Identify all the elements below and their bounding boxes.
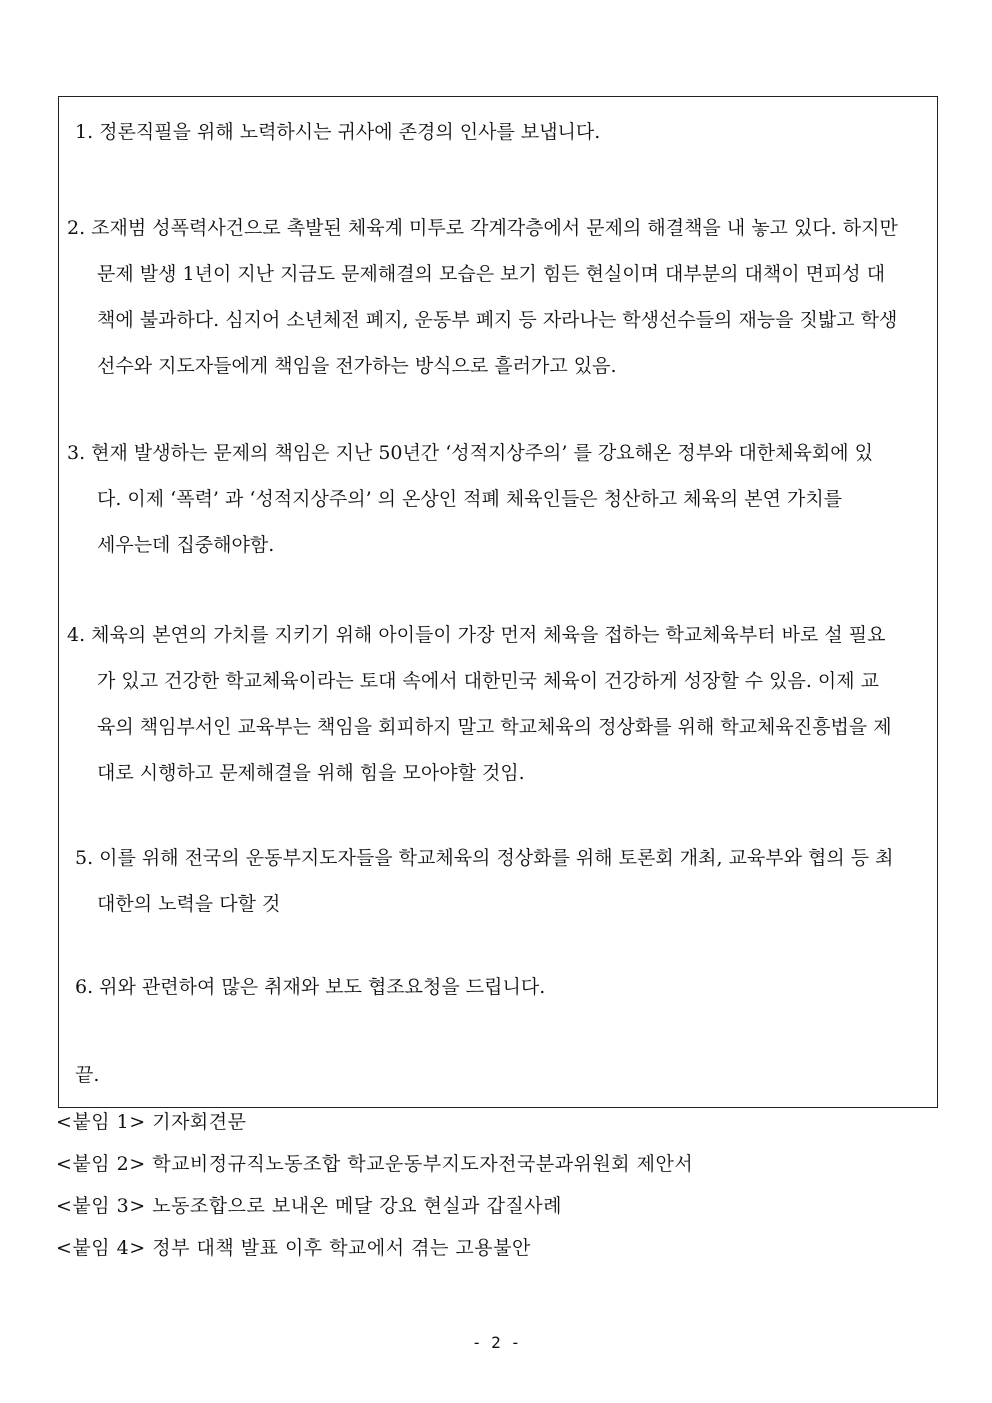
paragraph-line: 문제 발생 1년이 지난 지금도 문제해결의 모습은 보기 힘든 현실이며 대부분의 대책이 면피성 대 bbox=[97, 263, 886, 285]
paragraph-line: 대로 시행하고 문제해결을 위해 힘을 모아야할 것임. bbox=[97, 762, 525, 784]
paragraph-3 bbox=[67, 430, 929, 568]
paragraph-line: 5. 이를 위해 전국의 운동부지도자들을 학교체육의 정상화를 위해 토론회 개최, 교육부와 협의 등 최 bbox=[75, 847, 894, 869]
attachment-1: <붙임 1> 기자회견문 bbox=[56, 1111, 247, 1133]
paragraph-4 bbox=[67, 612, 929, 796]
paragraph-line: 대한의 노력을 다할 것 bbox=[97, 893, 281, 915]
attachment-4: <붙임 4> 정부 대책 발표 이후 학교에서 겪는 고용불안 bbox=[56, 1237, 531, 1259]
paragraph-1 bbox=[75, 109, 937, 155]
paragraph-line: 4. 체육의 본연의 가치를 지키기 위해 아이들이 가장 먼저 체육을 접하는 학교체육부터 바로 설 필요 bbox=[67, 624, 886, 646]
paragraph-6 bbox=[75, 964, 937, 1010]
paragraph-line: 가 있고 건강한 학교체육이라는 토대 속에서 대한민국 체육이 건강하게 성장할 수 있음. 이제 교 bbox=[97, 670, 880, 692]
paragraph-line: 선수와 지도자들에게 책임을 전가하는 방식으로 흘러가고 있음. bbox=[97, 355, 617, 377]
content-box bbox=[58, 96, 938, 1108]
closing-mark: 끝. bbox=[75, 1064, 100, 1086]
paragraph-line: 6. 위와 관련하여 많은 취재와 보도 협조요청을 드립니다. bbox=[75, 976, 546, 998]
paragraph-2 bbox=[67, 205, 929, 389]
page-number: - 2 - bbox=[471, 1333, 521, 1352]
paragraph-line: 세우는데 집중해야함. bbox=[97, 534, 275, 556]
attachment-2: <붙임 2> 학교비정규직노동조합 학교운동부지도자전국분과위원회 제안서 bbox=[56, 1153, 694, 1175]
paragraph-line: 1. 정론직필을 위해 노력하시는 귀사에 존경의 인사를 보냅니다. bbox=[75, 121, 601, 143]
paragraph-line: 책에 불과하다. 심지어 소년체전 폐지, 운동부 폐지 등 자라나는 학생선수들의 재능을 짓밟고 학생 bbox=[97, 309, 898, 331]
paragraph-line: 다. 이제 ‘폭력’ 과 ‘성적지상주의’ 의 온상인 적폐 체육인들은 청산하고 체육의 본연 가치를 bbox=[97, 488, 843, 510]
paragraph-5 bbox=[75, 835, 937, 927]
attachment-3: <붙임 3> 노동조합으로 보내온 메달 강요 현실과 갑질사례 bbox=[56, 1195, 562, 1217]
paragraph-line: 3. 현재 발생하는 문제의 책임은 지난 50년간 ‘성적지상주의’ 를 강요해온 정부와 대한체육회에 있 bbox=[67, 442, 873, 464]
paragraph-line: 육의 책임부서인 교육부는 책임을 회피하지 말고 학교체육의 정상화를 위해 학교체육진흥법을 제 bbox=[97, 716, 892, 738]
paragraph-line: 2. 조재범 성폭력사건으로 촉발된 체육계 미투로 각계각층에서 문제의 해결책을 내 놓고 있다. 하지만 bbox=[67, 217, 898, 239]
